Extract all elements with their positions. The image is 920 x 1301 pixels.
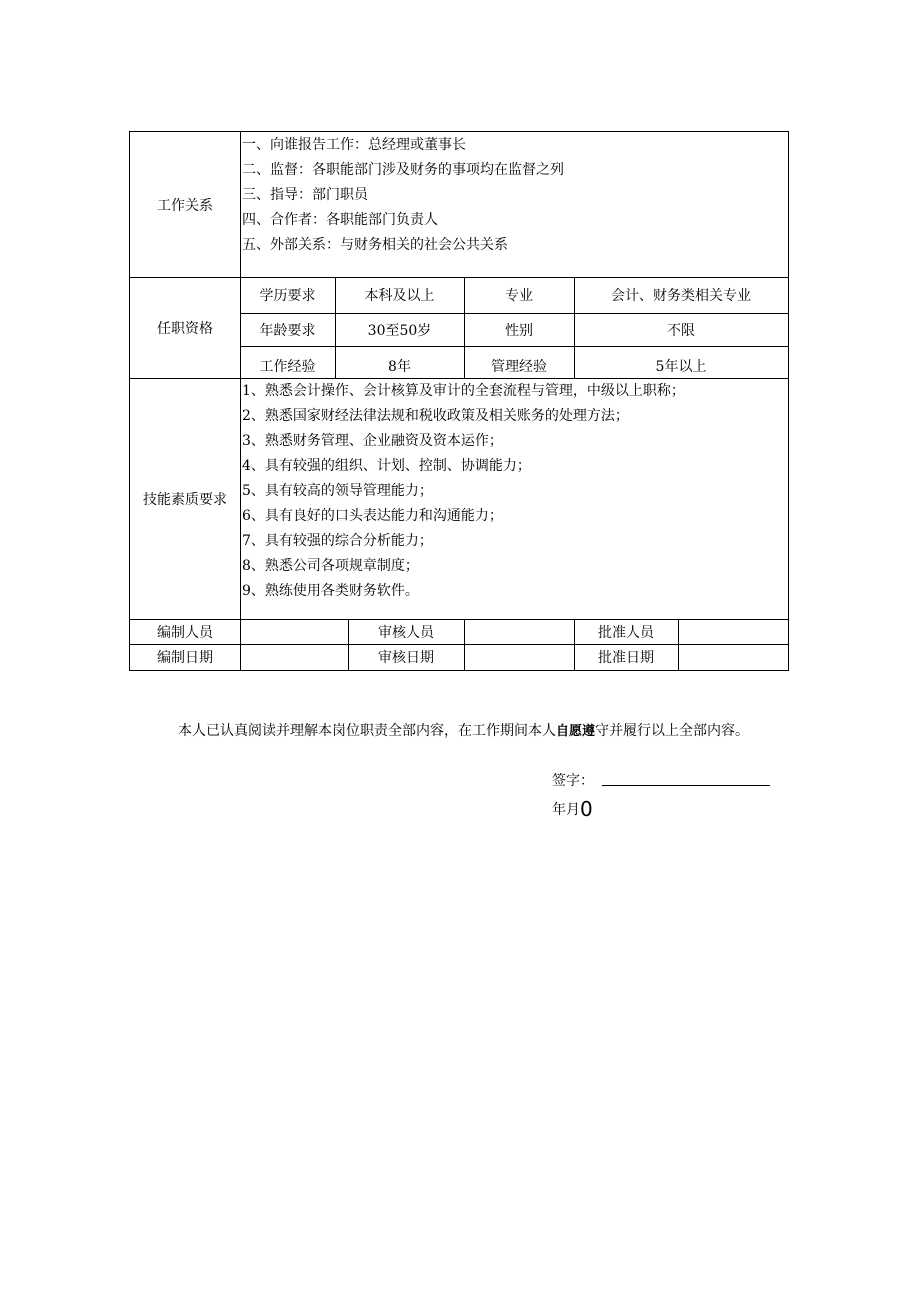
list-item: 四、合作者：各职能部门负责人 [242,212,438,228]
list-item: 7、具有较强的综合分析能力； [242,533,433,549]
list-item: 一、向谁报告工作：总经理或董事长 [242,137,466,153]
reviewed-date-field[interactable] [464,644,574,670]
major-value: 会计、财务类相关专业 [611,288,751,304]
list-item: 2、熟悉国家财经法律法规和税收政策及相关账务的处理方法； [242,408,629,424]
prepared-by-label: 编制人员 [157,624,213,641]
list-item: 9、熟练使用各类财务软件。 [242,583,419,599]
education-value: 本科及以上 [364,288,435,304]
age-label: 年龄要求 [259,322,316,339]
job-description-table [129,131,789,671]
reviewed-by-label: 审核人员 [378,624,434,641]
column-divider [240,132,241,670]
prepared-date-field[interactable] [240,644,348,670]
list-item: 五、外部关系：与财务相关的社会公共关系 [242,237,508,253]
reviewed-by-field[interactable] [464,619,574,644]
list-item: 二、监督：各职能部门涉及财务的事项均在监督之列 [242,162,564,178]
list-item: 三、指导：部门职员 [242,187,368,203]
gender-value: 不限 [667,322,695,339]
experience-value: 8年 [388,359,411,375]
work-relations-label: 工作关系 [157,197,213,214]
signature-label: 签字： [552,773,594,789]
approved-by-label: 批准人员 [598,624,654,641]
prepared-date-label: 编制日期 [157,650,213,666]
skills-label: 技能素质要求 [143,491,227,508]
list-item: 5、具有较高的领导管理能力； [242,483,433,499]
prepared-by-field[interactable] [240,619,348,644]
signature-line[interactable] [602,785,770,786]
row-divider [240,346,788,347]
gender-label: 性别 [505,322,533,339]
mgmt-experience-label: 管理经验 [491,359,547,375]
approved-date-field[interactable] [678,644,788,670]
list-item: 1、熟悉会计操作、会计核算及审计的全套流程与管理，中级以上职称； [242,383,685,399]
qualifications-label: 任职资格 [157,320,213,337]
approved-date-label: 批准日期 [598,650,654,666]
list-item: 8、熟悉公司各项规章制度； [242,558,419,574]
experience-label: 工作经验 [259,359,316,375]
list-item: 3、熟悉财务管理、企业融资及资本运作； [242,433,503,449]
declaration-text: 本人已认真阅读并理解本岗位职责全部内容，在工作期间本人自愿遵守并履行以上全部内容。 [178,723,750,739]
age-value: 30至50岁 [367,322,432,339]
education-label: 学历要求 [259,288,316,304]
reviewed-date-label: 审核日期 [378,650,434,666]
approved-by-field[interactable] [678,619,788,644]
mgmt-experience-value: 5年以上 [655,359,707,375]
major-label: 专业 [505,288,533,304]
list-item: 6、具有良好的口头表达能力和沟通能力； [242,508,503,524]
signature-date: 年月0 [552,797,593,821]
list-item: 4、具有较强的组织、计划、控制、协调能力； [242,458,531,474]
